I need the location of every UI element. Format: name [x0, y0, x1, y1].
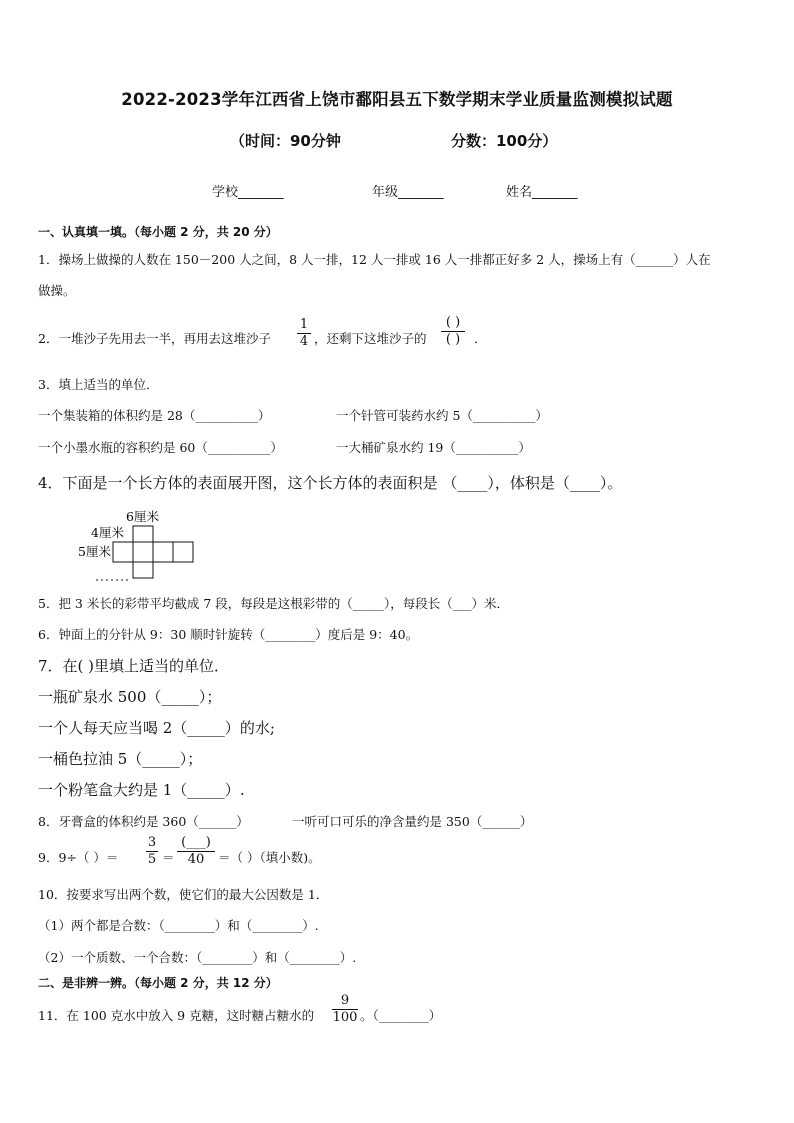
question-7-item-a: 一瓶矿泉水 500（_____）；	[38, 688, 222, 706]
net-face	[153, 542, 173, 562]
question-4-text: 4．下面是一个长方体的表面展开图，这个长方体的表面积是 （____），体积是（____）。	[38, 474, 623, 492]
question-5-text: 5．把 3 米长的彩带平均截成 7 段，每段是这根彩带的（_____），每段长（___）米．	[38, 596, 510, 611]
fraction-denominator: 40	[187, 852, 205, 867]
question-7-item-d: 一个粉笔盒大约是 1（_____）.	[38, 781, 245, 799]
blank-numerator[interactable]: ( )	[445, 315, 461, 330]
question-2-middle: ，还剩下这堆沙子的	[314, 331, 427, 346]
question-7-item-b: 一个人每天应当喝 2（_____）的水;	[38, 719, 275, 737]
question-3-item-d: 一大桶矿泉水约 19（__________）	[336, 440, 531, 455]
question-11-end: 。（________）	[360, 1008, 442, 1023]
net-label-5cm: 5厘米	[78, 544, 111, 559]
fraction-denominator: 5	[147, 852, 157, 867]
question-2-end: ．	[474, 331, 487, 346]
question-3-item-a: 一个集装箱的体积约是 28（__________）	[38, 408, 271, 423]
section-2-heading: 二、是非辨一辨。（每小题 2 分，共 12 分）	[38, 976, 278, 990]
question-11-text: 11．在 100 克水中放入 9 克糖，这时糖占糖水的	[38, 1008, 315, 1023]
school-field[interactable]: 学校_______	[212, 185, 284, 200]
net-face	[133, 562, 153, 578]
question-9-start: 9．9÷（ ）＝	[38, 850, 119, 865]
net-face	[113, 542, 133, 562]
net-label-4cm: 4厘米	[91, 525, 124, 540]
question-1-line-1: 1．操场上做操的人数在 150－200 人之间，8 人一排，12 人一排或 16 人一排都正好多 2 人，操场上有（______）人在	[38, 252, 711, 267]
question-2-text: 2．一堆沙子先用去一半，再用去这堆沙子	[38, 331, 271, 346]
question-3-item-b: 一个针管可装药水约 5（__________）	[336, 408, 548, 423]
question-10-item-2: （2）一个质数、一个合数：（________）和（________）.	[38, 950, 357, 965]
fraction-denominator: 4	[299, 334, 309, 349]
fraction-three-fifths	[146, 836, 158, 867]
question-7-item-c: 一桶色拉油 5（_____）；	[38, 750, 203, 768]
exam-time: （时间：90分钟	[230, 132, 341, 150]
answer-fraction-blank[interactable]	[441, 316, 465, 347]
question-3-item-c: 一个小墨水瓶的容积约是 60（__________）	[38, 440, 283, 455]
fraction-numerator: 3	[147, 835, 157, 850]
blank-denominator[interactable]: ( )	[445, 332, 461, 347]
net-face	[133, 542, 153, 562]
question-3-stem: 3．填上适当的单位．	[38, 377, 159, 392]
net-label-6cm: 6厘米	[126, 509, 159, 524]
fraction-denominator: 100	[332, 1010, 358, 1025]
question-8-item-b: 一听可口可乐的净含量约是 350（______）	[292, 814, 533, 829]
question-9-end: ＝（ ）（填小数)。	[218, 850, 321, 865]
section-1-heading: 一、认真填一填。（每小题 2 分，共 20 分）	[38, 225, 278, 239]
question-1-line-2: 做操。	[38, 283, 76, 298]
blank-numerator[interactable]: (___)	[181, 835, 211, 850]
question-10-stem: 10．按要求写出两个数，使它们的最大公因数是 1．	[38, 887, 329, 902]
grade-field[interactable]: 年级_______	[372, 185, 444, 200]
fraction-nine-hundredths	[332, 994, 358, 1025]
net-face	[133, 526, 153, 542]
page-title: 2022-2023学年江西省上饶市鄱阳县五下数学期末学业质量监测模拟试题	[121, 90, 673, 109]
fraction-numerator: 9	[340, 993, 350, 1008]
question-7-stem: 7．在( )里填上适当的单位．	[38, 657, 230, 675]
fraction-one-quarter	[297, 318, 311, 349]
answer-fraction-over-40[interactable]	[177, 836, 215, 867]
exam-score: 分数：100分）	[451, 132, 558, 150]
fraction-numerator: 1	[299, 317, 309, 332]
cuboid-net-diagram	[76, 506, 206, 582]
question-8-item-a: 8．牙膏盒的体积约是 360（______）	[38, 814, 249, 829]
equals-sign: ＝	[162, 850, 175, 865]
net-face	[173, 542, 193, 562]
question-10-item-1: （1）两个都是合数：（________）和（________）.	[38, 918, 319, 933]
name-field[interactable]: 姓名_______	[506, 185, 578, 200]
question-6-text: 6．钟面上的分针从 9：30 顺时针旋转（________）度后是 9：40。	[38, 627, 419, 642]
